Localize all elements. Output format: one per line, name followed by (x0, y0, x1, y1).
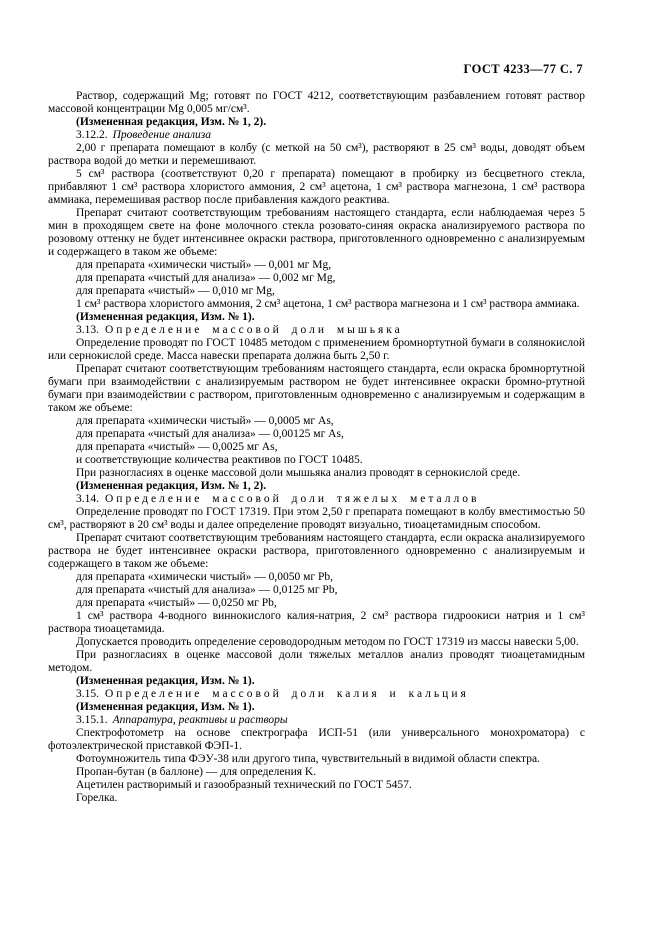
amendment-note: (Измененная редакция, Изм. № 1, 2). (76, 480, 267, 492)
amendment-note: (Измененная редакция, Изм. № 1, 2). (76, 116, 267, 128)
document-body (48, 90, 585, 805)
section-3-15-heading (48, 688, 585, 701)
section-number: 3.13. (76, 324, 99, 336)
section-3-14-heading (48, 493, 585, 506)
paragraph: Допускается проводить определение сероводородным методом по ГОСТ 17319 из массы навески 5,00. (76, 636, 579, 648)
paragraph: Определение проводят по ГОСТ 10485 методом с применением бромнортутной бумаги в солянокислой или сернокислой среде. Масса навески препарата должна быть 2,50 г. (48, 337, 585, 362)
paragraph: Спектрофотометр на основе спектрографа ИСП-51 (или универсального монохроматора) с фотоэлектрической приставкой ФЭП-1. (48, 727, 585, 752)
paragraph: При разногласиях в оценке массовой доли тяжелых металлов анализ проводят тиоацетамидным методом. (48, 649, 585, 674)
amendment-note: (Измененная редакция, Изм. № 1). (76, 311, 255, 323)
list-line-as-chemically-pure: для препарата «химически чистый» — 0,0005 мг As, (76, 415, 334, 427)
list-line-as-pure-for-analysis: для препарата «чистый для анализа» — 0,00125 мг As, (76, 428, 344, 440)
list-line-mg-chemically-pure: для препарата «химически чистый» — 0,001 мг Mg, (76, 259, 332, 271)
list-line-pb-chemically-pure: для препарата «химически чистый» — 0,0050 мг Pb, (76, 571, 334, 583)
paragraph-burner: Горелка. (76, 792, 118, 804)
subsection-3-15-1-heading (48, 714, 585, 727)
list-line-mg-pure: для препарата «чистый» — 0,010 мг Mg, (76, 285, 275, 297)
paragraph: Пропан-бутан (в баллоне) — для определения K. (76, 766, 317, 778)
section-title: Определение массовой доли тяжелых металлов (105, 493, 480, 505)
paragraph: Препарат считают соответствующим требованиям настоящего стандарта, если наблюдаемая через 5 мин в проходящем свете на фоне молочного стекла розовато-синяя окраска анализируемого раствора по розовому оттенку не будет интенсивнее окраски раствора, приготовленного одновременно с анализируемым и содержащего в таком же объеме: (48, 207, 585, 258)
section-title: Определение массовой доли калия и кальция (105, 688, 469, 700)
list-line-as-pure: для препарата «чистый» — 0,0025 мг As, (76, 441, 278, 453)
subsection-title: Проведение анализа (112, 129, 211, 141)
amendment-note: (Измененная редакция, Изм. № 1). (76, 701, 255, 713)
paragraph: Препарат считают соответствующим требованиям настоящего стандарта, если окраска бромнортутной бумаги при взаимодействии с анализируемым раствором не будет интенсивнее окраски бромно-ртутной бумаги при взаимодействии с раствором, приготовленным одновременно с анализируемым и содержащим в таком же объеме: (48, 363, 585, 414)
paragraph: Препарат считают соответствующим требованиям настоящего стандарта, если окраска анализируемого раствора не будет интенсивнее окраски раствора, приготовленного одновременно с анализируемым и содержащего в таком же объеме: (48, 532, 585, 570)
list-line-pb-pure-for-analysis: для препарата «чистый для анализа» — 0,0125 мг Pb, (76, 584, 338, 596)
section-number: 3.15. (76, 688, 99, 700)
page-header-gost-number: ГОСТ 4233—77 С. 7 (463, 62, 583, 76)
amendment-note: (Измененная редакция, Изм. № 1). (76, 675, 255, 687)
section-3-13-heading (48, 324, 585, 337)
list-line-mg-pure-for-analysis: для препарата «чистый для анализа» — 0,002 мг Mg, (76, 272, 336, 284)
paragraph: При разногласиях в оценке массовой доли мышьяка анализ проводят в сернокислой среде. (76, 467, 521, 479)
paragraph: 2,00 г препарата помещают в колбу (с меткой на 50 см³), растворяют в 25 см³ воды, доводят объем раствора водой до метки и перемешивают. (48, 142, 585, 167)
subsection-number: 3.15.1. (76, 714, 108, 726)
paragraph: 1 см³ раствора хлористого аммония, 2 см³ ацетона, 1 см³ раствора магнезона и 1 см³ раствора аммиака. (76, 298, 580, 310)
subsection-number: 3.12.2. (76, 129, 108, 141)
section-title: Определение массовой доли мышьяка (105, 324, 403, 336)
section-number: 3.14. (76, 493, 99, 505)
paragraph-mg-solution: Раствор, содержащий Mg; готовят по ГОСТ 4212, соответствующим разбавлением готовят раствор массовой концентрации Mg 0,005 мг/см³. (48, 90, 585, 115)
subsection-3-12-2-heading (48, 129, 585, 142)
paragraph: Ацетилен растворимый и газообразный технический по ГОСТ 5457. (76, 779, 412, 791)
paragraph: Фотоумножитель типа ФЭУ-38 или другого типа, чувствительный в видимой области спектра. (76, 753, 540, 765)
paragraph: и соответствующие количества реактивов по ГОСТ 10485. (76, 454, 363, 466)
paragraph: 5 см³ раствора (соответствуют 0,20 г препарата) помещают в пробирку из бесцветного стекла, прибавляют 1 см³ раствора хлористого аммония, 2 см³ ацетона, 1 см³ раствора магнезона, 1 см³ раствора аммиака, перемешивая раствор после прибавления каждого реактива. (48, 168, 585, 206)
list-line-pb-pure: для препарата «чистый» — 0,0250 мг Pb, (76, 597, 277, 609)
subsection-title: Аппаратура, реактивы и растворы (112, 714, 288, 726)
paragraph: 1 см³ раствора 4-водного виннокислого калия-натрия, 2 см³ раствора гидроокиси натрия и 1 см³ раствора тиоацетамида. (48, 610, 585, 635)
paragraph: Определение проводят по ГОСТ 17319. При этом 2,50 г препарата помещают в колбу вместимостью 50 см³, растворяют в 20 см³ воды и далее определение проводят визуально, тиоацетамидным способом. (48, 506, 585, 531)
